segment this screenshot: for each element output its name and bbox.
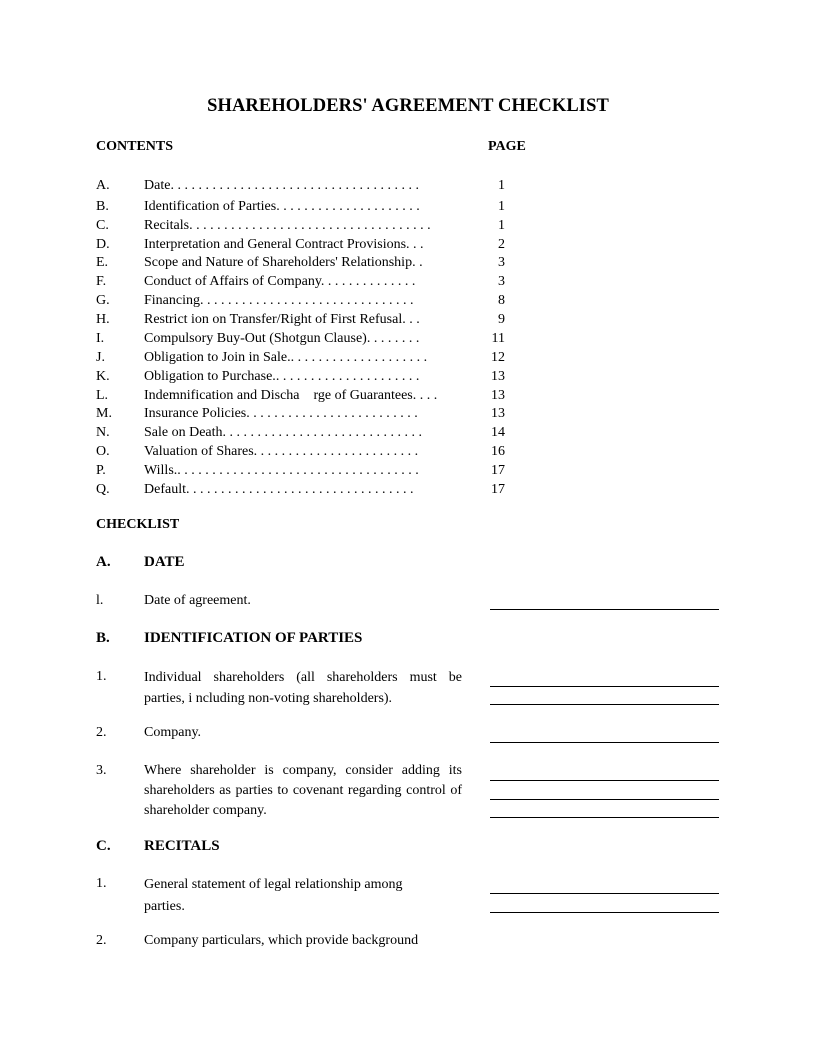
toc-page: 3	[498, 274, 505, 289]
toc-title	[144, 274, 415, 290]
toc-letter: J.	[96, 350, 105, 365]
toc-letter: P.	[96, 463, 106, 478]
toc-row	[0, 482, 816, 501]
toc-page: 3	[498, 255, 505, 270]
fill-in-line[interactable]	[490, 780, 719, 781]
toc-title-text: Interpretation and General Contract Provisions	[144, 237, 407, 252]
toc-dots: . . . .	[412, 388, 438, 403]
toc-dots: . .	[412, 255, 423, 270]
toc-dots: . . . . . . . . . . . . . .	[320, 274, 416, 289]
item-text: Company particulars, which provide background	[144, 933, 419, 948]
fill-in-line[interactable]	[490, 817, 719, 818]
page-header: PAGE	[488, 139, 526, 154]
toc-dots: . . . . . . . . . . . . . . . . . . . .	[290, 350, 428, 365]
item-number: 2.	[96, 725, 107, 740]
toc-title-text: Compulsory Buy-Out (Shotgun Clause)	[144, 331, 367, 346]
toc-letter: E.	[96, 255, 109, 270]
item-text: Date of agreement.	[144, 593, 251, 608]
toc-dots: . . . . . . . . . . . . . . . . . . . . . . . . . . . . .	[222, 425, 423, 440]
toc-row	[0, 274, 816, 293]
toc-title-text: Insurance Policies	[144, 406, 247, 421]
toc-row	[0, 255, 816, 274]
toc-title	[144, 482, 413, 498]
section-a-heading: DATE	[144, 554, 185, 570]
toc-title	[144, 312, 420, 328]
toc-letter: L.	[96, 388, 109, 403]
toc-title-text: Valuation of Shares	[144, 444, 254, 459]
item-text: Individual shareholders (all shareholders must be parties, i ncluding non-voting shareholders).	[144, 670, 462, 706]
toc-title	[144, 199, 420, 215]
toc-letter: K.	[96, 369, 110, 384]
toc-dots: . . . . . . . . . . . . . . . . . . . . . . . . . . . . . . . . . . . .	[170, 178, 419, 193]
toc-row	[0, 293, 816, 312]
toc-row	[0, 331, 816, 350]
toc-dots: . . . . . . . . . . . . . . . . . . . . . . . . . . . . . . . . .	[185, 482, 414, 497]
toc-title	[144, 463, 419, 479]
toc-title-text: Conduct of Affairs of Company	[144, 274, 321, 289]
fill-in-line[interactable]	[490, 609, 719, 610]
toc-row	[0, 312, 816, 331]
contents-header: CONTENTS	[96, 139, 174, 154]
toc-title	[144, 178, 419, 194]
fill-in-line[interactable]	[490, 799, 719, 800]
toc-letter: B.	[96, 199, 109, 214]
item-number: l.	[96, 593, 104, 608]
toc-dots: . . . . . . . . . . . . . . . . . . . . .	[275, 369, 420, 384]
toc-row	[0, 178, 816, 197]
toc-title	[144, 406, 418, 422]
toc-letter: H.	[96, 312, 110, 327]
toc-page: 13	[491, 369, 505, 384]
toc-dots: . . .	[406, 237, 424, 252]
toc-title-text: Financing	[144, 293, 200, 308]
toc-page: 1	[498, 199, 505, 214]
section-b-heading: IDENTIFICATION OF PARTIES	[144, 630, 363, 646]
toc-page: 1	[498, 178, 505, 193]
toc-letter: G.	[96, 293, 110, 308]
item-text: Where shareholder is company, consider adding its shareholders as parties to covenant regarding control of shareholder company.	[144, 763, 462, 818]
toc-title-text: Indemnification and Discha rge of Guarantees	[144, 388, 413, 403]
toc-letter: N.	[96, 425, 110, 440]
toc-row	[0, 444, 816, 463]
toc-title	[144, 255, 423, 271]
toc-title-text: Obligation to Purchase.	[144, 369, 276, 384]
toc-letter: M.	[96, 406, 112, 421]
fill-in-line[interactable]	[490, 704, 719, 705]
toc-letter: C.	[96, 218, 109, 233]
fill-in-line[interactable]	[490, 742, 719, 743]
toc-letter: F.	[96, 274, 107, 289]
toc-title	[144, 293, 414, 309]
section-c-heading: RECITALS	[144, 838, 220, 854]
toc-dots: . . . . . . . .	[366, 331, 420, 346]
toc-letter: A.	[96, 178, 110, 193]
toc-row	[0, 425, 816, 444]
toc-page: 1	[498, 218, 505, 233]
section-a-letter: A.	[96, 554, 111, 570]
toc-page: 11	[491, 331, 505, 346]
toc-page: 13	[491, 406, 505, 421]
item-number: 1.	[96, 876, 107, 891]
toc-page: 17	[491, 463, 505, 478]
fill-in-line[interactable]	[490, 893, 719, 894]
toc-title-text: Date	[144, 178, 171, 193]
toc-row	[0, 369, 816, 388]
toc-title	[144, 444, 418, 460]
toc-title-text: Obligation to Join in Sale.	[144, 350, 291, 365]
toc-row	[0, 350, 816, 369]
toc-row	[0, 463, 816, 482]
toc-title-text: Scope and Nature of Shareholders' Relationship	[144, 255, 413, 270]
toc-title-text: Identification of Parties	[144, 199, 277, 214]
toc-row	[0, 199, 816, 218]
toc-title-text: Default	[144, 482, 186, 497]
toc-dots: . . . . . . . . . . . . . . . . . . . . .	[276, 199, 420, 214]
toc-title	[144, 237, 424, 253]
toc-page: 12	[491, 350, 505, 365]
toc-dots: . . .	[402, 312, 420, 327]
checklist-header: CHECKLIST	[96, 517, 180, 532]
item-text: Company.	[144, 725, 202, 740]
toc-row	[0, 388, 816, 407]
toc-letter: Q.	[96, 482, 110, 497]
toc-title	[144, 369, 419, 385]
toc-letter: O.	[96, 444, 110, 459]
document-title: SHAREHOLDERS' AGREEMENT CHECKLIST	[207, 96, 609, 116]
toc-page: 2	[498, 237, 505, 252]
toc-title	[144, 388, 437, 404]
toc-page: 17	[491, 482, 505, 497]
toc-dots: . . . . . . . . . . . . . . . . . . . . . . . . . . . . . . .	[200, 293, 414, 308]
toc-row	[0, 406, 816, 425]
toc-title-text: Restrict ion on Transfer/Right of First Refusal	[144, 312, 403, 327]
item-number: 2.	[96, 933, 107, 948]
item-text: General statement of legal relationship among parties.	[144, 877, 403, 914]
toc-title-text: Recitals	[144, 218, 190, 233]
toc-dots: . . . . . . . . . . . . . . . . . . . . . . . . . . . . . . . . . . .	[177, 463, 419, 478]
toc-dots: . . . . . . . . . . . . . . . . . . . . . . . .	[253, 444, 419, 459]
toc-dots: . . . . . . . . . . . . . . . . . . . . . . . . . . . . . . . . . . .	[189, 218, 431, 233]
toc-page: 8	[498, 293, 505, 308]
item-number: 1.	[96, 669, 107, 684]
toc-title	[144, 331, 419, 347]
toc-title-text: Wills.	[144, 463, 178, 478]
toc-page: 14	[491, 425, 505, 440]
section-b-letter: B.	[96, 630, 110, 646]
toc-title-text: Sale on Death	[144, 425, 223, 440]
toc-page: 9	[498, 312, 505, 327]
toc-dots: . . . . . . . . . . . . . . . . . . . . . . . . .	[246, 406, 418, 421]
fill-in-line[interactable]	[490, 686, 719, 687]
toc-letter: I.	[96, 331, 105, 346]
toc-page: 13	[491, 388, 505, 403]
fill-in-line[interactable]	[490, 912, 719, 913]
section-c-letter: C.	[96, 838, 111, 854]
toc-row	[0, 237, 816, 256]
toc-letter: D.	[96, 237, 110, 252]
toc-page: 16	[491, 444, 505, 459]
item-number: 3.	[96, 763, 107, 778]
toc-title	[144, 425, 422, 441]
toc-row	[0, 218, 816, 237]
toc-title	[144, 218, 431, 234]
toc-title	[144, 350, 427, 366]
